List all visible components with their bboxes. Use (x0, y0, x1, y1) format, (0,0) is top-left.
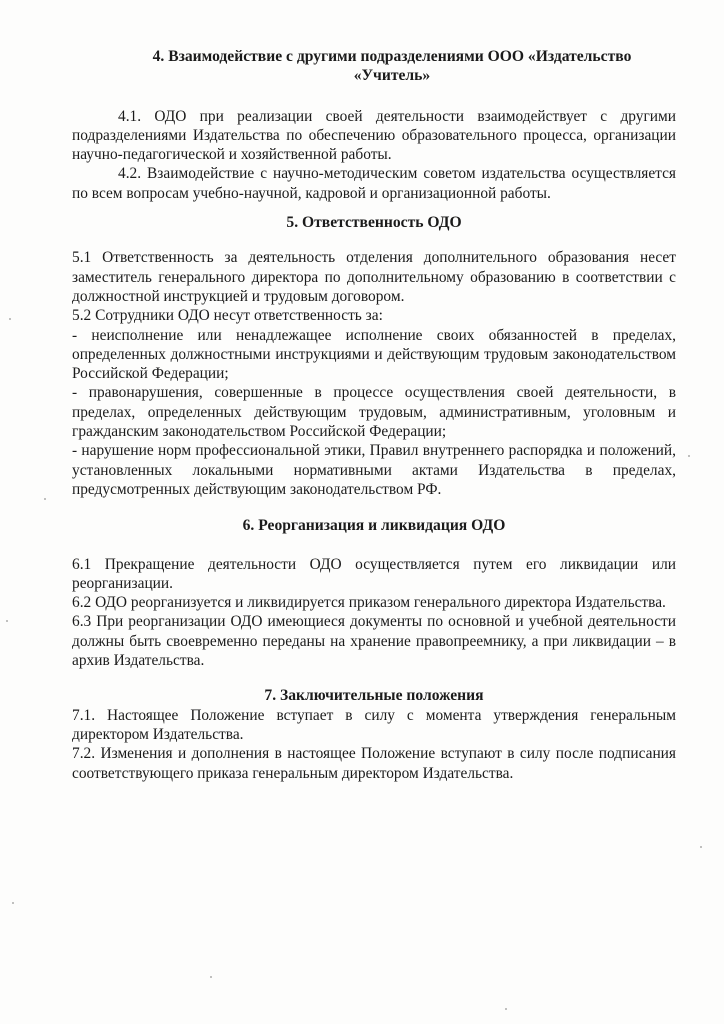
paragraph-4-2: 4.2. Взаимодействие с научно-методическим советом издательства осуществляется по всем вопросам учебно-научной, кадровой и организационной работы. (72, 165, 676, 202)
paragraph-6-3: 6.3 При реорганизации ОДО имеющиеся документы по основной и учебной деятельности должны быть своевременно переданы на хранение правопреемнику, а при ликвидации – в архив Издательства. (72, 613, 676, 670)
scan-speck (505, 1008, 507, 1010)
section-7-heading: 7. Заключительные положения (264, 687, 484, 705)
section-6 (72, 516, 676, 670)
scan-speck (12, 902, 14, 904)
paragraph-5-2: 5.2 Сотрудники ОДО несут ответственность за: (72, 307, 383, 325)
paragraph-6-2: 6.2 ОДО реорганизуется и ликвидируется приказом генерального директора Издательства. (72, 594, 666, 612)
section-5 (72, 213, 676, 499)
section-7 (72, 686, 676, 782)
scan-speck (44, 498, 46, 500)
scan-speck (700, 846, 702, 848)
paragraph-6-1: 6.1 Прекращение деятельности ОДО осуществляется путем его ликвидации или реорганизации. (72, 555, 676, 592)
list-item-5-2-a: - неисполнение или ненадлежащее исполнение своих обязанностей в пределах, определенных должностными инструкциями и действующим трудовым законодательством Российской Федерации; (72, 326, 676, 383)
scan-speck (688, 455, 690, 457)
list-item-5-2-b: - правонарушения, совершенные в процессе осуществления своей деятельности, в пределах, определенных действующим трудовым, административным, уголовным и гражданским законодательством Российской Федерации; (72, 384, 676, 441)
section-5-heading: 5. Ответственность ОДО (286, 214, 462, 232)
scan-speck (6, 620, 8, 622)
list-item-5-2-c: - нарушение норм профессиональной этики, Правил внутреннего распорядка и положений, установленных локальными нормативными актами Издательства в пределах, предусмотренных действующим законодательством РФ. (72, 442, 676, 498)
paragraph-7-2: 7.2. Изменения и дополнения в настоящее Положение вступают в силу после подписания соответствующего приказа генеральным директором Издательства. (72, 745, 676, 782)
paragraph-7-1: 7.1. Настоящее Положение вступает в силу с момента утверждения генеральным директором Издательства. (72, 706, 676, 743)
section-4-heading-line1: 4. Взаимодействие с другими подразделениями ООО «Издательство (152, 48, 632, 65)
section-6-heading: 6. Реорганизация и ликвидация ОДО (242, 517, 506, 535)
scan-speck (210, 976, 212, 978)
scan-speck (9, 318, 11, 320)
section-4-heading (72, 47, 676, 86)
section-4 (72, 47, 676, 203)
paragraph-4-1: 4.1. ОДО при реализации своей деятельности взаимодействует с другими подразделениями Издательства по обеспечению образовательного процесса, организации научно-педагогической и хозяйственной работы. (72, 107, 676, 164)
paragraph-5-1: 5.1 Ответственность за деятельность отделения дополнительного образования несет заместитель генерального директора по дополнительному образованию в соответствии с должностной инструкцией и трудовым договором. (72, 249, 676, 305)
section-4-heading-line2: «Учитель» (353, 67, 431, 85)
